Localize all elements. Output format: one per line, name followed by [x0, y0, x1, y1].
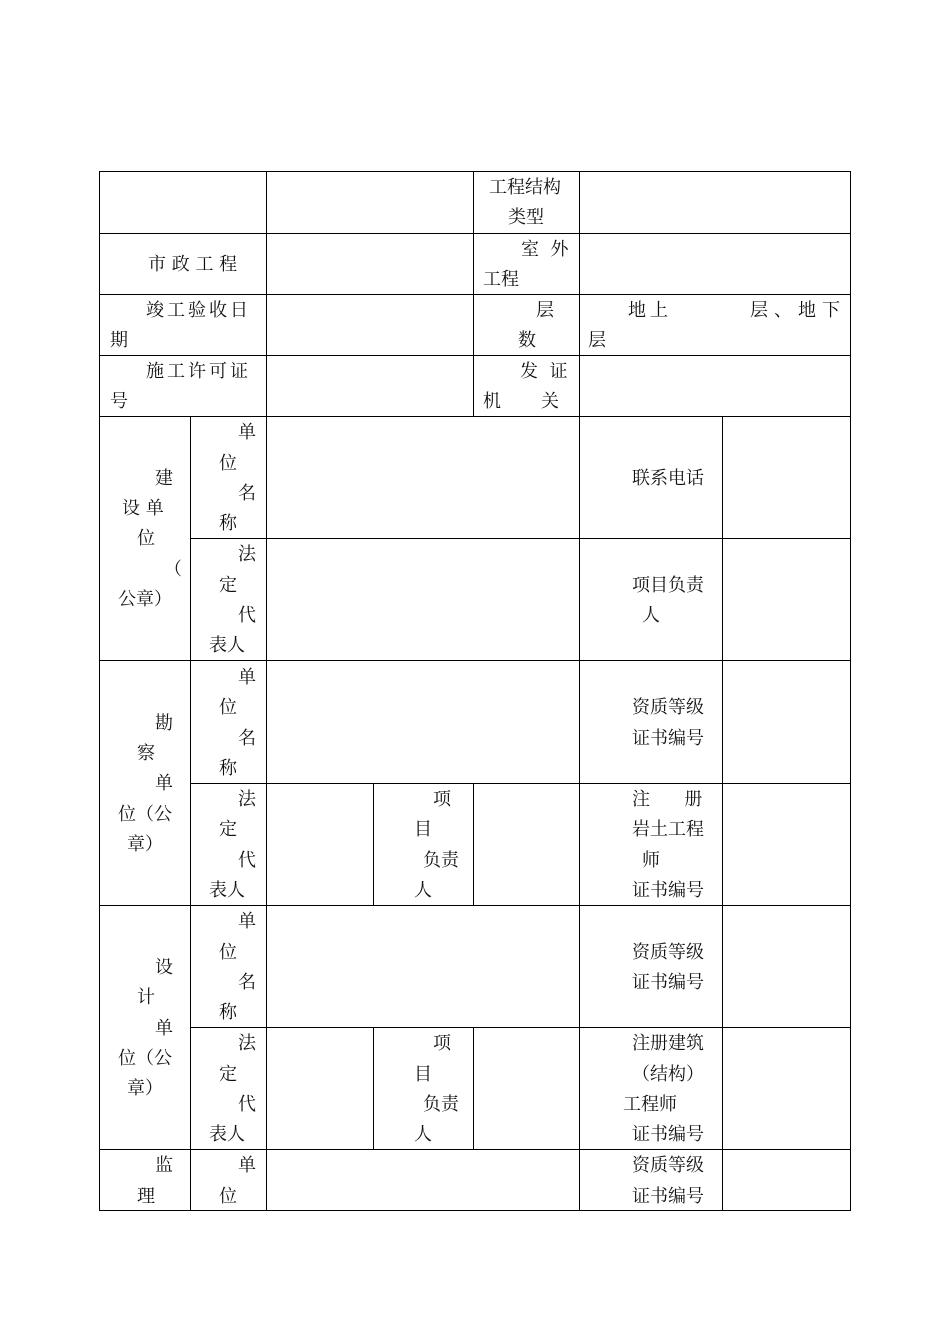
supervision-qualification-label: 证书编号 — [632, 1186, 704, 1207]
owner-section-label: 设 单 — [122, 498, 164, 519]
floors-above-label: 地上 — [628, 300, 672, 321]
completion-date-label: 期 — [110, 330, 128, 351]
design-unit-name-label: 名 — [238, 972, 256, 993]
col-divider — [473, 171, 474, 417]
survey-pm-label: 目 — [414, 819, 432, 840]
survey-section-label: 勘 — [155, 713, 173, 734]
supervision-unit-label: 位 — [219, 1186, 237, 1207]
municipal-project-label: 市 政 工 程 — [148, 254, 238, 275]
survey-engineer-label: 岩土工程 — [632, 819, 704, 840]
table-border-right — [850, 171, 851, 1211]
col-divider — [473, 1027, 474, 1150]
design-section-label: 计 — [137, 987, 155, 1008]
design-pm-label: 负责 — [423, 1094, 459, 1115]
col-divider — [266, 171, 267, 1211]
design-pm-label: 项 — [433, 1033, 451, 1054]
survey-pm-label: 人 — [414, 880, 432, 901]
survey-unit-name-label: 位 — [219, 697, 237, 718]
owner-unit-name-label: 称 — [219, 513, 237, 534]
survey-qualification-label: 资质等级 — [632, 697, 704, 718]
owner-section-label: 公章） — [118, 589, 172, 610]
design-qualification-label: 资质等级 — [632, 942, 704, 963]
supervision-qualification-label: 资质等级 — [632, 1155, 704, 1176]
design-unit-name-label: 位 — [219, 942, 237, 963]
floors-below-label: 层、地下 — [750, 300, 846, 321]
design-pm-label: 人 — [414, 1124, 432, 1145]
issuing-authority-label: 机 关 — [483, 391, 560, 412]
survey-section-label: 单 — [155, 773, 173, 794]
survey-legal-rep-label: 定 — [219, 819, 237, 840]
design-qualification-label: 证书编号 — [632, 972, 704, 993]
permit-number-label: 号 — [110, 391, 128, 412]
owner-legal-rep-label: 定 — [219, 575, 237, 596]
design-engineer-label: 工程师 — [623, 1094, 677, 1115]
survey-engineer-label: 注 册 — [632, 789, 703, 810]
col-divider — [579, 171, 580, 1211]
structure-type-label: 工程结构 — [489, 177, 561, 198]
issuing-authority-label: 发 证 — [520, 361, 568, 382]
outdoor-project-label: 室 外 — [521, 239, 569, 260]
col-divider — [722, 416, 723, 1211]
owner-unit-name-label: 位 — [219, 453, 237, 474]
supervision-section-label: 理 — [137, 1186, 155, 1207]
survey-unit-name-label: 称 — [219, 758, 237, 779]
row-divider — [190, 783, 851, 784]
owner-section-label: 建 — [155, 468, 173, 489]
design-engineer-label: 证书编号 — [632, 1124, 704, 1145]
owner-pm-label: 人 — [642, 605, 660, 626]
design-legal-rep-label: 定 — [219, 1064, 237, 1085]
survey-engineer-label: 师 — [642, 850, 660, 871]
design-engineer-label: 注册建筑 — [632, 1033, 704, 1054]
survey-engineer-label: 证书编号 — [632, 880, 704, 901]
design-legal-rep-label: 表人 — [209, 1124, 245, 1145]
outdoor-project-label: 工程 — [483, 269, 519, 290]
owner-section-label: （ — [164, 559, 182, 580]
col-divider — [373, 1027, 374, 1150]
owner-unit-name-label: 单 — [238, 422, 256, 443]
structure-type-label: 类型 — [508, 207, 544, 228]
table-border-bottom — [99, 1210, 851, 1211]
row-divider — [99, 416, 851, 417]
col-divider — [373, 783, 374, 906]
survey-pm-label: 项 — [433, 789, 451, 810]
survey-legal-rep-label: 代 — [238, 850, 256, 871]
floors-unit-label: 层 — [588, 330, 606, 351]
owner-legal-rep-label: 代 — [238, 605, 256, 626]
table-border-top — [99, 171, 851, 172]
row-divider — [190, 1027, 851, 1028]
owner-unit-name-label: 名 — [238, 483, 256, 504]
survey-pm-label: 负责 — [423, 850, 459, 871]
table-border-left — [99, 171, 100, 1211]
floors-label: 层 — [536, 300, 554, 321]
survey-legal-rep-label: 法 — [238, 789, 256, 810]
row-divider — [99, 355, 851, 356]
row-divider — [99, 233, 851, 234]
owner-legal-rep-label: 表人 — [209, 635, 245, 656]
owner-pm-label: 项目负责 — [632, 575, 704, 596]
col-divider — [473, 783, 474, 906]
owner-section-label: 位 — [137, 528, 155, 549]
supervision-unit-label: 单 — [238, 1155, 256, 1176]
survey-section-label: 位（公 — [118, 804, 172, 825]
completion-date-label: 竣工验收日 — [146, 300, 251, 321]
survey-qualification-label: 证书编号 — [632, 728, 704, 749]
supervision-section-label: 监 — [155, 1155, 173, 1176]
design-pm-label: 目 — [414, 1064, 432, 1085]
owner-legal-rep-label: 法 — [238, 544, 256, 565]
survey-legal-rep-label: 表人 — [209, 880, 245, 901]
survey-section-label: 察 — [137, 743, 155, 764]
col-divider — [190, 416, 191, 1211]
floors-label: 数 — [518, 330, 536, 351]
design-section-label: 设 — [155, 957, 173, 978]
survey-section-label: 章） — [127, 834, 163, 855]
permit-number-label: 施工许可证 — [146, 361, 251, 382]
design-section-label: 章） — [127, 1078, 163, 1099]
design-section-label: 位（公 — [118, 1048, 172, 1069]
design-legal-rep-label: 代 — [238, 1094, 256, 1115]
owner-phone-label: 联系电话 — [632, 468, 704, 489]
design-unit-name-label: 称 — [219, 1002, 237, 1023]
design-engineer-label: （结构） — [632, 1064, 704, 1085]
design-unit-name-label: 单 — [238, 911, 256, 932]
row-divider — [190, 538, 851, 539]
design-section-label: 单 — [155, 1018, 173, 1039]
row-divider — [99, 294, 851, 295]
design-legal-rep-label: 法 — [238, 1033, 256, 1054]
survey-unit-name-label: 单 — [238, 667, 256, 688]
survey-unit-name-label: 名 — [238, 728, 256, 749]
